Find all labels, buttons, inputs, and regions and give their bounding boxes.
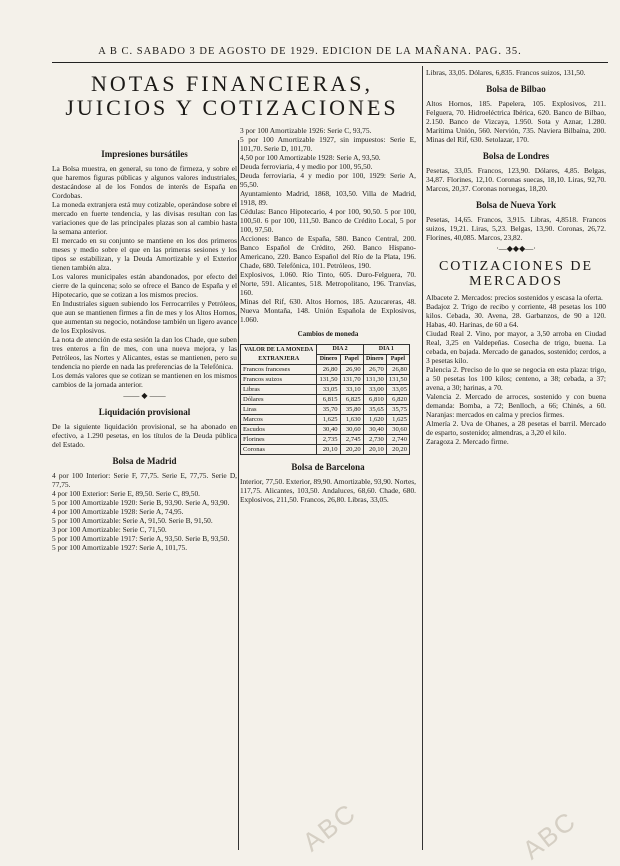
paragraph: Badajoz 2. Trigo de recibo y corriente, 48 pesetas los 100 kilos. Cebada, 30. Avena, 28. Garbanzos, de 90 a 120. Habas, 40. Harinas, de 60 a 64. <box>426 302 606 329</box>
list-item: 5 por 100 Amortizable 1927: Serie A, 101,75. <box>52 543 188 552</box>
list-item: 5 por 100 Amortizable 1920: Serie B, 93,90. Serie A, 93,90. <box>52 498 230 507</box>
list-item: 3 por 100 Amortizable: Serie C, 71,50. <box>52 525 167 534</box>
rate-cell: 6,810 <box>363 395 386 405</box>
paragraph: Palencia 2. Preciso de lo que se negocia en esta plaza: trigo, a 50 pesetas los 100 kilos; centeno, a 38; cebada, a 37; avena, a 30; harinas, a 70. <box>426 365 606 392</box>
rate-cell: 26,90 <box>340 365 363 375</box>
paragraph: La moneda extranjera está muy cotizable, operándose sobre el mercado en fuerte tendencia, y las divisas resultan con las variaciones que de las principales plazas son al cambio hasta la semana anterior. <box>52 200 237 236</box>
rate-cell: 33,05 <box>317 385 340 395</box>
paragraph: El mercado en su conjunto se mantiene en los dos primeros meses y medio sobre el que en las primeras sesiones y los tipos se estabilizan, y la Deuda Amortizable y el Exterior tienen también alza. <box>52 236 237 272</box>
rate-cell: 1,625 <box>386 415 409 425</box>
list-item: Explosivos, 1.060. Río Tinto, 605. Duro-Felguera, 70. Norte, 591. Alicantes, 518. Metropolitano, 196. Tranvías, 160. <box>240 270 416 297</box>
rate-cell: 33,05 <box>386 385 409 395</box>
list-item: Minas del Rif, 630. Altos Hornos, 185. Azucareras, 48. Nueva Montaña, 148. Unión Española de Explosivos, 1.060. <box>240 297 416 324</box>
rate-cell: 131,70 <box>340 375 363 385</box>
paragraph: Altos Hornos, 185. Papelera, 105. Explosivos, 211. Felguera, 70. Hidroeléctrica Ibérica, 620. Banco de Bilbao, 2.150. Banco de Vizcaya, 1.950. Sota y Aznar, 1.280. Marítima Unión, 560. Nervión, 735. Naviera Bilbaína, 200. Minas del Rif, 630. Setolazar, 170. <box>426 99 606 144</box>
rate-cell: 1,625 <box>317 415 340 425</box>
rate-cell: 2,745 <box>340 435 363 445</box>
watermark: ABC <box>516 804 583 866</box>
list-item: Deuda ferroviaria, 4 y medio por 100, 95,50. <box>240 162 373 171</box>
rate-cell: 35,80 <box>340 405 363 415</box>
list-item: 4 por 100 Exterior: Serie E, 89,50. Serie C, 89,50. <box>52 489 200 498</box>
table-row <box>241 425 410 435</box>
running-head: A B C. SABADO 3 DE AGOSTO DE 1929. EDICION DE LA MAÑANA. PAG. 35. <box>98 46 522 57</box>
rate-cell: 20,10 <box>363 445 386 455</box>
rate-cell: 2,730 <box>363 435 386 445</box>
rate-cell: 1,630 <box>340 415 363 425</box>
currency-name: Escudos <box>241 425 317 435</box>
paragraph: Los valores municipales están abandonados, por efecto del cierre de la quincena; solo se ofrece el Banco de España y el Hipotecario, que se cotizan a los mismos precios. <box>52 272 237 299</box>
table-row <box>241 375 410 385</box>
paragraph: Libras, 33,05. Dólares, 6,835. Francos suizos, 131,50. <box>426 68 586 77</box>
rate-cell: 30,60 <box>340 425 363 435</box>
rate-cell: 6,815 <box>317 395 340 405</box>
list-item: 5 por 100 Amortizable 1917: Serie A, 93,50. Serie B, 93,50. <box>52 534 230 543</box>
section-heading-cotizaciones: COTIZACIONES DE MERCADOS <box>438 259 594 289</box>
section-heading-impresiones: Impresiones bursátiles <box>101 149 188 159</box>
paragraph: Almería 2. Uva de Ohanes, a 28 pesetas el barril. Mercado de esparto, sostenido; almendras, a 3,20 el kilo. <box>426 419 606 437</box>
currency-name: Dólares <box>241 395 317 405</box>
column-2 <box>240 126 416 504</box>
table-header: VALOR DE LA MONEDA EXTRANJERA <box>241 345 317 365</box>
rate-cell: 35,65 <box>363 405 386 415</box>
rate-cell: 20,20 <box>340 445 363 455</box>
paragraph: Pesetas, 33,05. Francos, 123,90. Dólares, 4,85. Belgas, 34,87. Florines, 12,10. Coronas suecas, 18,10. Liras, 92,70. Marcos, 20,37. Coronas noruegas, 18,20. <box>426 166 606 193</box>
rate-cell: 35,75 <box>386 405 409 415</box>
currency-name: Libras <box>241 385 317 395</box>
paragraph: La Bolsa muestra, en general, su tono de firmeza, y sobre el que haremos figuras públicas y algunos valores industriales, destacándose al de los Fondos de interés de España en Cordobas. <box>52 164 237 200</box>
paragraph: Albacete 2. Mercados: precios sostenidos y escasa la oferta. <box>426 293 603 302</box>
section-heading-bolsa-londres: Bolsa de Londres <box>482 151 550 161</box>
column-3 <box>426 68 606 446</box>
paragraph: Ciudad Real 2. Vino, por mayor, a 3,50 arroba en Ciudad Real, 3,25 en Valdepeñas. Cosecha de trigo, buena. La cebada, en bajada. Mercado de ganados, sostenido; cerdos, a 3 pesetas kilo. <box>426 329 606 365</box>
table-row <box>241 445 410 455</box>
rate-cell: 30,40 <box>363 425 386 435</box>
section-heading-bolsa-nueva-york: Bolsa de Nueva York <box>476 200 556 210</box>
paragraph: Valencia 2. Mercado de arroces, sostenido y con buena demanda: Bomba, a 72; Benlloch, a 66; Chinés, a 60. Naranjas: mercados en calma y precios firmes. <box>426 392 606 419</box>
currency-name: Francos franceses <box>241 365 317 375</box>
paragraph: De la siguiente liquidación provisional, se ha abonado en efectivo, a 1.290 pesetas, en los títulos de la Deuda pública del Estado. <box>52 422 237 449</box>
rate-cell: 30,40 <box>317 425 340 435</box>
rate-cell: 6,825 <box>340 395 363 405</box>
rate-cell: 33,10 <box>340 385 363 395</box>
table-row <box>241 405 410 415</box>
column-1 <box>52 142 237 552</box>
rate-cell: 131,50 <box>317 375 340 385</box>
rate-cell: 26,80 <box>317 365 340 375</box>
list-item: Ayuntamiento Madrid, 1868, 103,50. Villa de Madrid, 1918, 89. <box>240 189 416 207</box>
list-item: 5 por 100 Amortizable: Serie A, 91,50. Serie B, 91,50. <box>52 516 213 525</box>
section-heading-liquidacion: Liquidación provisional <box>98 407 191 417</box>
paragraph: Pesetas, 14,65. Francos, 3,915. Libras, 4,8518. Francos suizos, 19,21. Liras, 5,23. Belgas, 13,90. Coronas, 26,72. Florines, 40,085. Marcos, 23,82. <box>426 215 606 242</box>
table-row <box>241 365 410 375</box>
table-subheader: Papel <box>340 355 363 365</box>
paragraph: Zaragoza 2. Mercado firme. <box>426 437 509 446</box>
list-item: 4 por 100 Amortizable 1928: Serie A, 74,95. <box>52 507 184 516</box>
rate-cell: 1,620 <box>363 415 386 425</box>
currency-name: Florines <box>241 435 317 445</box>
column-divider <box>422 66 423 850</box>
rate-cell: 131,30 <box>363 375 386 385</box>
rate-cell: 2,740 <box>386 435 409 445</box>
table-header: DIA 2 <box>317 345 363 355</box>
exchange-table-title: Cambios de moneda <box>297 330 359 338</box>
list-item: Acciones: Banco de España, 580. Banco Central, 200. Banco Español de Crédito, 260. Banco Hispano-Americano, 220. Banco Español del Río de la Plata, 196. Chade, 680. Telefónica, 101. Petróleos, 190. <box>240 234 416 270</box>
rate-cell: 26,80 <box>386 365 409 375</box>
rate-cell: 6,820 <box>386 395 409 405</box>
list-item: 4 por 100 Interior: Serie F, 77,75. Serie E, 77,75. Serie D, 77,75. <box>52 471 237 489</box>
paragraph: Interior, 77,50. Exterior, 89,90. Amortizable, 93,90. Nortes, 117,75. Alicantes, 103,50. Andaluces, 68,60. Chade, 680. Explosivos, 211,50. Francos, 26,80. Libras, 33,05. <box>240 477 416 504</box>
section-heading-bolsa-bilbao: Bolsa de Bilbao <box>486 84 546 94</box>
table-row <box>241 415 410 425</box>
table-subheader: Dinero <box>317 355 340 365</box>
currency-name: Marcos <box>241 415 317 425</box>
list-item: Deuda ferroviaria, 4 y medio por 100, 1929: Serie A, 95,50. <box>240 171 416 189</box>
rate-cell: 33,00 <box>363 385 386 395</box>
rate-cell: 26,70 <box>363 365 386 375</box>
divider-ornament: —— ◆ —— <box>123 391 166 400</box>
rate-cell: 2,735 <box>317 435 340 445</box>
currency-name: Coronas <box>241 445 317 455</box>
exchange-table <box>240 344 410 455</box>
list-item: 5 por 100 Amortizable 1927, sin impuestos: Serie E, 101,70. Serie D, 101,70. <box>240 135 416 153</box>
list-item: 4,50 por 100 Amortizable 1928: Serie A, 93,50. <box>240 153 381 162</box>
watermark: ABC <box>296 796 363 858</box>
table-row <box>241 385 410 395</box>
table-row <box>241 435 410 445</box>
table-row <box>241 395 410 405</box>
rate-cell: 20,10 <box>317 445 340 455</box>
divider-ornament: ·—◆◆◆—· <box>496 244 536 253</box>
rate-cell: 20,20 <box>386 445 409 455</box>
rate-cell: 35,70 <box>317 405 340 415</box>
paragraph: Los demás valores que se cotizan se mantienen en los mismos cambios de la jornada anterior. <box>52 371 237 389</box>
paragraph: La nota de atención de esta sesión la dan los Chade, que suben tres enteros a fin de mes, con una nueva mejora, y las Petróleos, las Nortes y Alicantes, estas se mantienen, pero su tendencia no pierde en nada las preferencias de la Telefónica. <box>52 335 237 371</box>
currency-name: Francos suizos <box>241 375 317 385</box>
rate-cell: 30,60 <box>386 425 409 435</box>
column-divider <box>238 140 239 850</box>
list-item: Cédulas: Banco Hipotecario, 4 por 100, 90,50. 5 por 100, 100,50. 6 por 100, 111,50. Banco de Crédito Local, 5 por 100, 97,50. <box>240 207 416 234</box>
table-subheader: Dinero <box>363 355 386 365</box>
paragraph: En Industriales siguen subiendo los Ferrocarriles y Petróleos, que aun se mantienen firmes a fin de mes y los Altos Hornos, que aumentan su negocio, notándose también un ligero avance de los Explosivos. <box>52 299 237 335</box>
table-header: DIA 1 <box>363 345 409 355</box>
section-heading-bolsa-barcelona: Bolsa de Barcelona <box>291 462 365 472</box>
page-title: NOTAS FINANCIERAS, JUICIOS Y COTIZACIONES <box>65 71 399 120</box>
list-item: 3 por 100 Amortizable 1926: Serie C, 93,75. <box>240 126 372 135</box>
table-subheader: Papel <box>386 355 409 365</box>
currency-name: Liras <box>241 405 317 415</box>
section-heading-bolsa-madrid: Bolsa de Madrid <box>112 456 177 466</box>
rate-cell: 131,50 <box>386 375 409 385</box>
header-rule <box>52 62 608 63</box>
